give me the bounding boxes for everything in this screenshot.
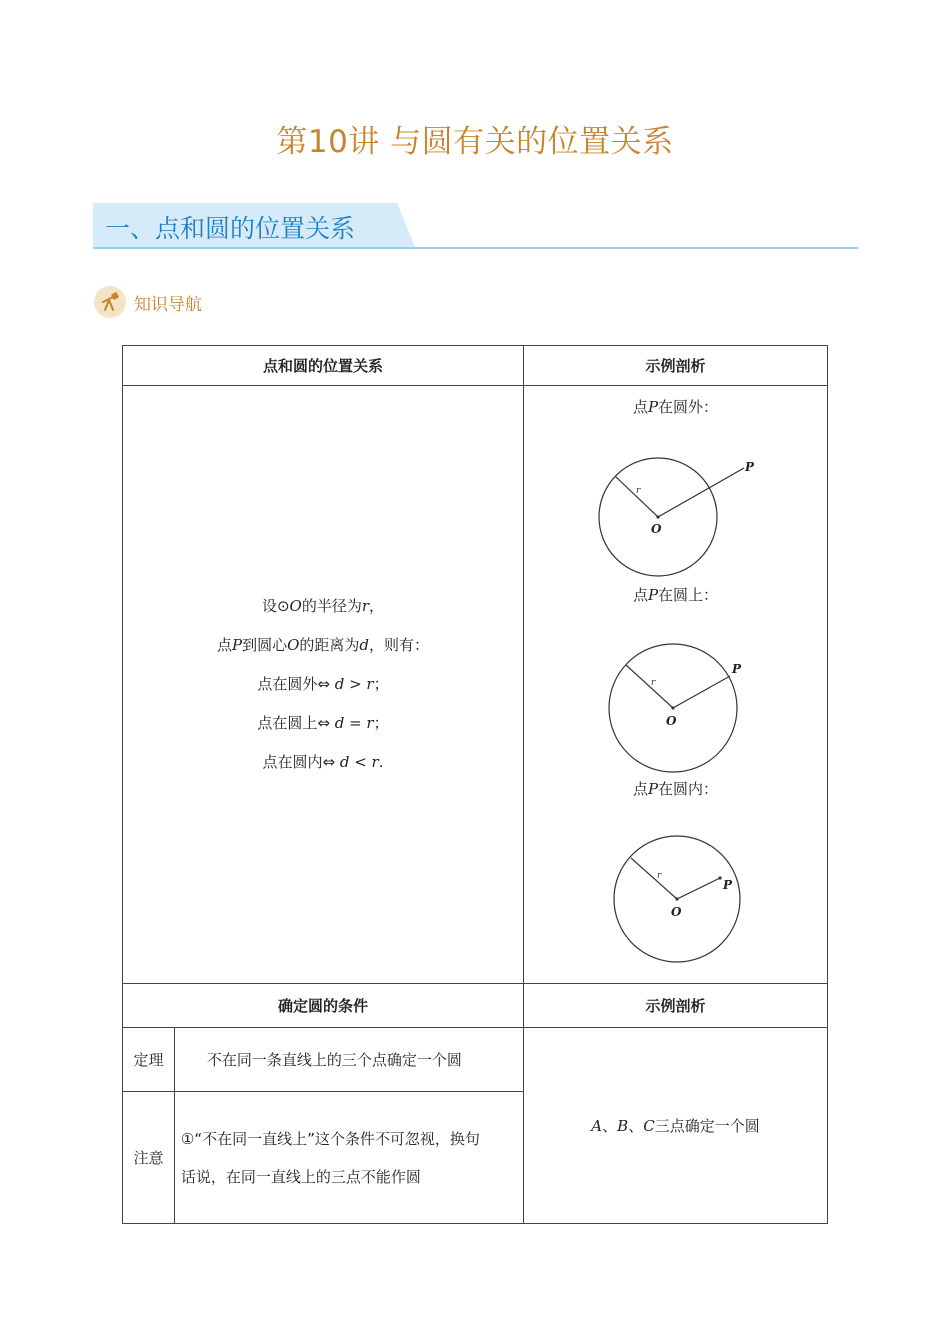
case-on: 点在圆上⇔ d = r；: [257, 714, 389, 732]
note-line-1: ①“不在同一直线上”这个条件不可忽视，换句: [180, 1129, 480, 1148]
radius-label: r: [635, 486, 640, 496]
table-row: [123, 386, 828, 984]
note-line-2: 话说，在同一直线上的三点不能作圆: [180, 1167, 421, 1186]
op-line: [658, 468, 744, 517]
page-title: 第10讲 与圆有关的位置关系: [276, 124, 674, 160]
description-line-2: 点P到圆心O的距离为d，则有：: [216, 636, 430, 654]
case-inside: 点在圆内⇔ d < r.: [262, 753, 384, 771]
content-table: [122, 345, 828, 1224]
point-label: P: [731, 662, 741, 676]
radius-label: r: [656, 871, 661, 881]
center-label: O: [650, 522, 661, 536]
diagram-point-outside: [526, 418, 826, 578]
point-label: P: [744, 460, 754, 474]
header-example-analysis-2: 示例剖析: [524, 984, 828, 1028]
example-on-label: 点P在圆上：: [632, 586, 719, 604]
diagram-point-inside: [526, 800, 826, 970]
radius-label: r: [650, 678, 655, 688]
center-label: O: [670, 905, 681, 919]
center-label: O: [665, 714, 676, 728]
abc-example-cell: A、B、C三点确定一个圆: [524, 1028, 828, 1224]
point-label: P: [722, 878, 732, 892]
section-title: 一、点和圆的位置关系: [105, 214, 356, 243]
radius-line: [626, 665, 673, 708]
point-p: [718, 876, 721, 879]
section-underline: [93, 247, 858, 249]
knowledge-nav-label: 知识导航: [134, 294, 202, 315]
position-description: [123, 386, 524, 984]
note-text: [174, 1092, 523, 1224]
section-header: [93, 203, 858, 250]
op-line: [677, 878, 720, 899]
center-point: [675, 897, 678, 900]
theorem-text: 不在同一条直线上的三个点确定一个圆: [174, 1028, 523, 1092]
header-circle-conditions: 确定圆的条件: [123, 984, 524, 1028]
table-header-row: [123, 346, 828, 386]
op-line: [673, 676, 730, 708]
center-point: [656, 515, 659, 518]
header-example-analysis: 示例剖析: [524, 346, 828, 386]
diagram-point-on: [526, 606, 826, 778]
knowledge-nav: [94, 286, 202, 318]
description-line-1: 设⊙O的半径为r，: [261, 597, 385, 615]
note-label: 注意: [123, 1092, 175, 1224]
table-row: [123, 1028, 828, 1092]
header-position-relation: 点和圆的位置关系: [123, 346, 524, 386]
radius-line: [631, 858, 677, 899]
center-point: [671, 706, 674, 709]
example-inside-label: 点P在圆内：: [632, 780, 719, 798]
table-header-row-2: [123, 984, 828, 1028]
examples-cell: [524, 386, 828, 984]
example-outside-label: 点P在圆外：: [632, 398, 719, 416]
case-outside: 点在圆外⇔ d > r；: [257, 675, 389, 693]
theorem-label: 定理: [123, 1028, 175, 1092]
radius-line: [615, 476, 658, 517]
telescope-icon: [94, 286, 126, 318]
